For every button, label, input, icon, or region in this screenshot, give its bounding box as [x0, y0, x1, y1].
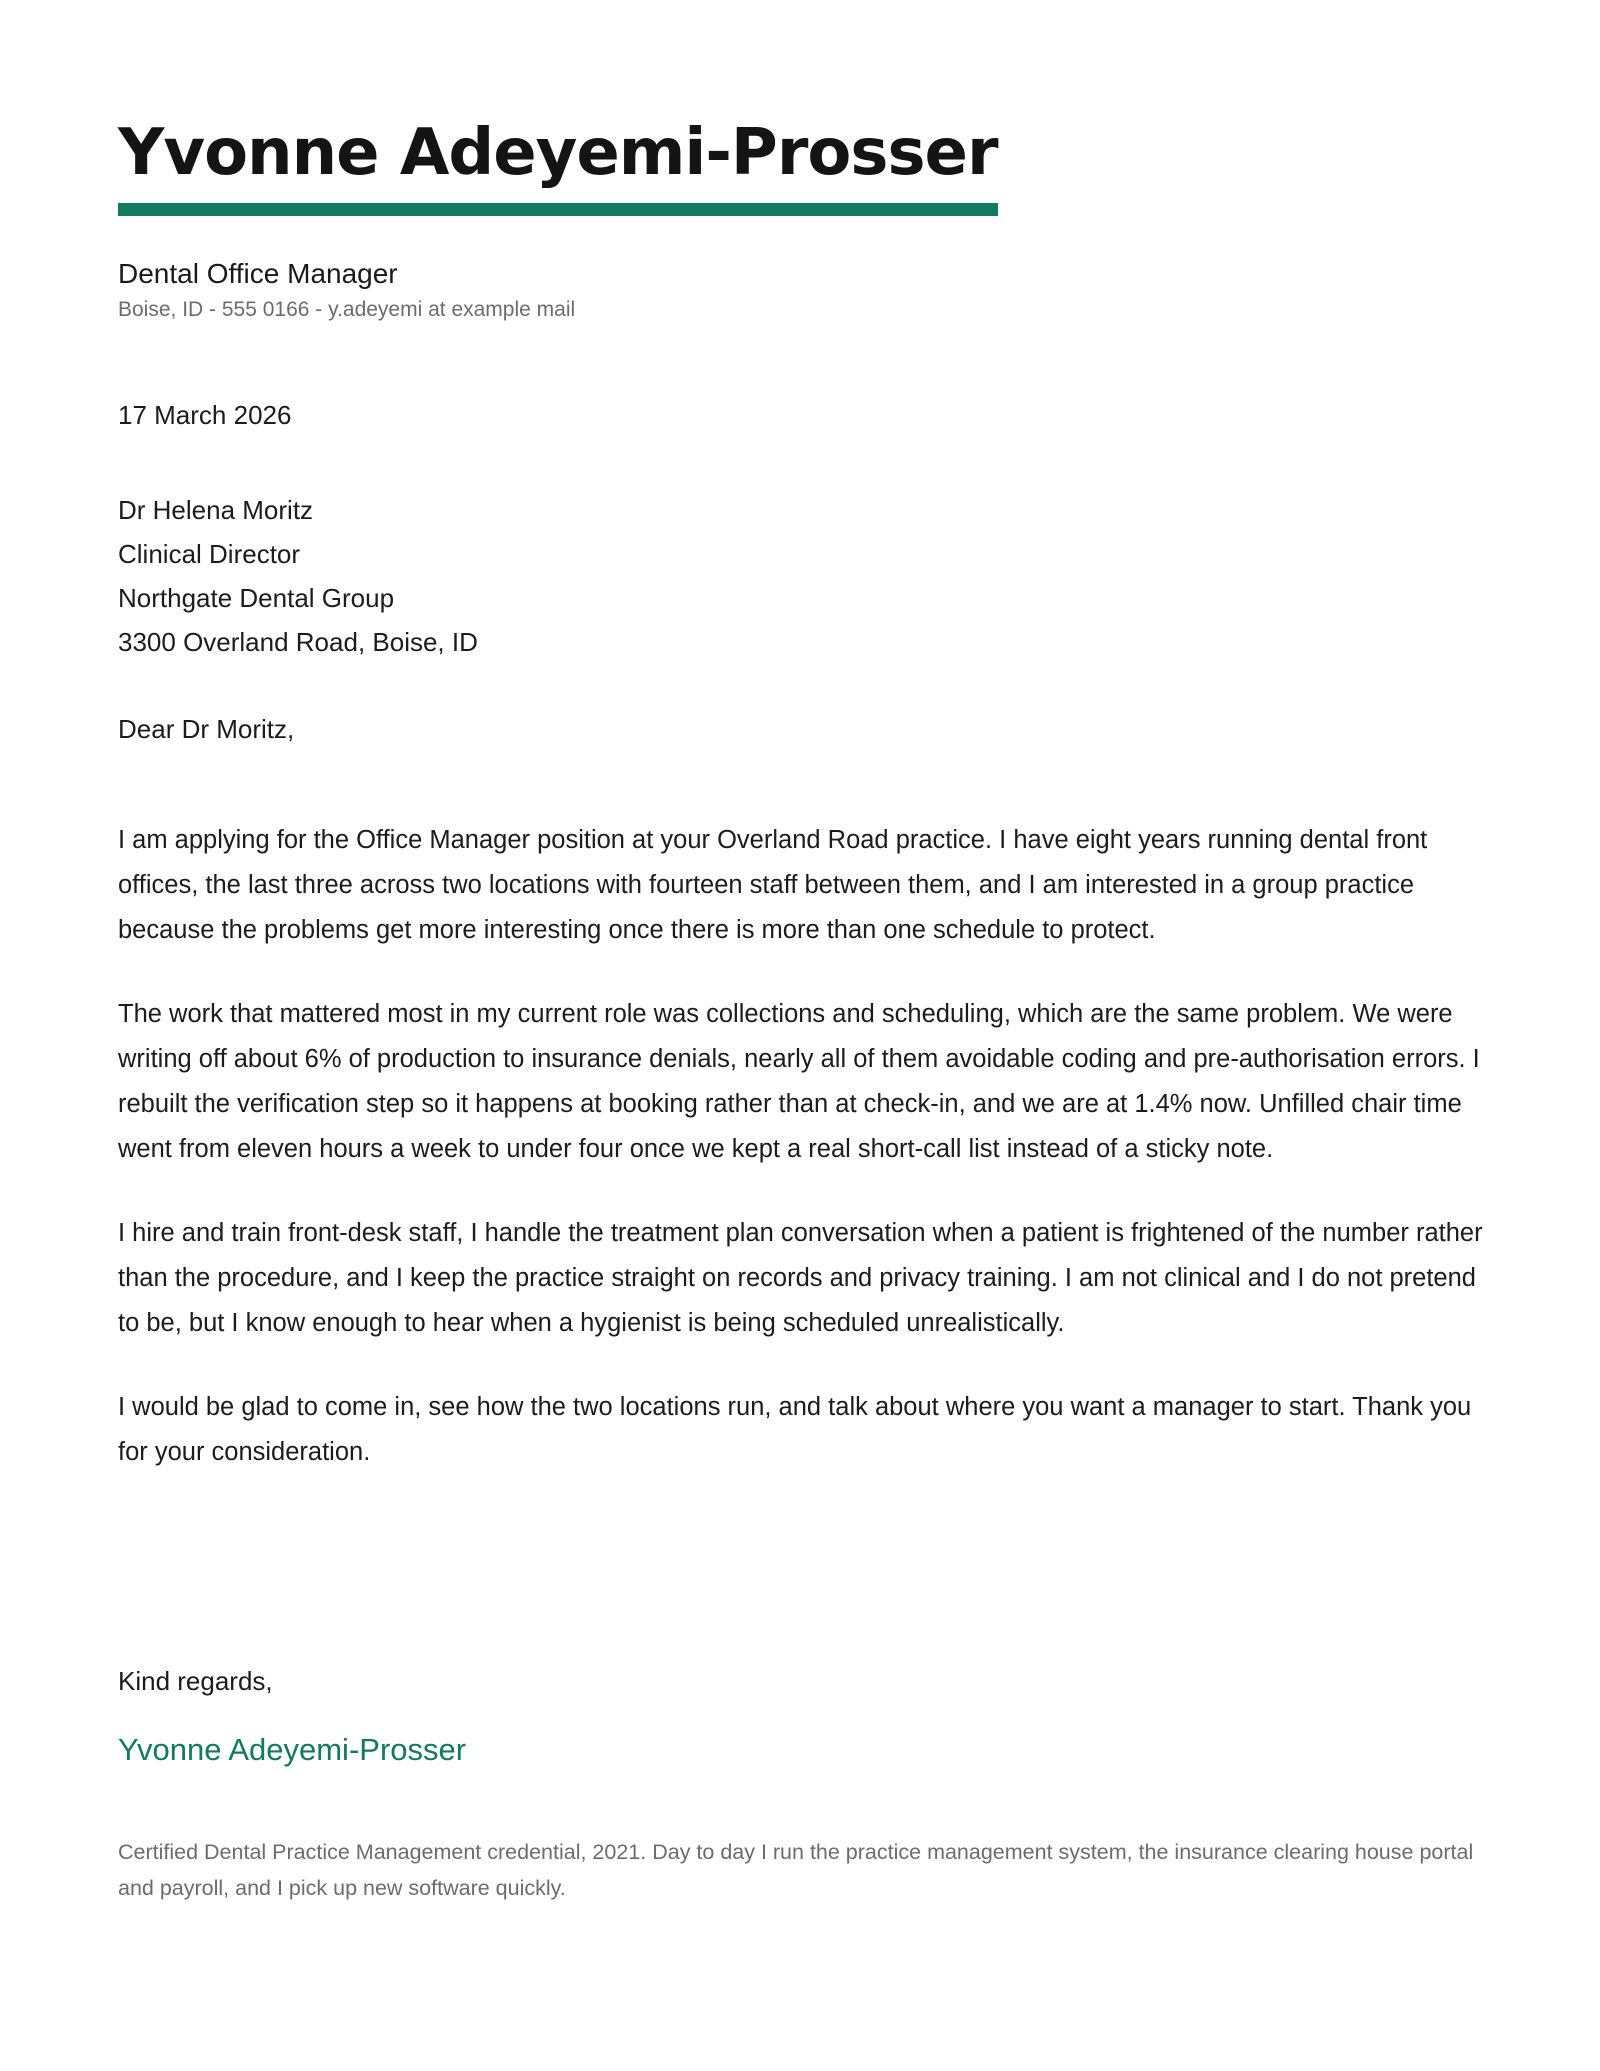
job-title: Dental Office Manager	[118, 258, 398, 289]
body-paragraph: The work that mattered most in my current role was collections and scheduling, which are the same problem. We were writing off about 6% of production to insurance denials, nearly all of them avoidable coding and pre-authorisation errors. I rebuilt the verification step so it happens at booking rather than at check-in, and we are at 1.4% now. Unfilled chair time went from eleven hours a week to under four once we kept a real short-call list instead of a sticky note.	[118, 1000, 1480, 1163]
salutation: Dear Dr Moritz,	[118, 714, 295, 744]
recipient-title: Clinical Director	[118, 539, 301, 569]
contact-line: Boise, ID - 555 0166 - y.adeyemi at example mail	[118, 298, 576, 321]
name-header	[118, 112, 998, 216]
letter-body	[118, 818, 1490, 1514]
closing: Kind regards,	[118, 1666, 273, 1696]
credential-note: Certified Dental Practice Management credential, 2021. Day to day I run the practice management system, the insurance clearing house portal and payroll, and I pick up new software quickly.	[118, 1840, 1474, 1900]
body-paragraph: I hire and train front-desk staff, I handle the treatment plan conversation when a patient is frightened of the number rather than the procedure, and I keep the practice straight on records and privacy training. I am not clinical and I do not pretend to be, but I know enough to hear when a hygienist is being scheduled unrealistically.	[118, 1219, 1483, 1337]
recipient-street: 3300 Overland Road, Boise, ID	[118, 627, 478, 657]
body-paragraph: I would be glad to come in, see how the two locations run, and talk about where you want a manager to start. Thank you for your consideration.	[118, 1393, 1472, 1466]
body-paragraph: I am applying for the Office Manager position at your Overland Road practice. I have eight years running dental front offices, the last three across two locations with fourteen staff between them, and I am interested in a group practice because the problems get more interesting once there is more than one schedule to protect.	[118, 826, 1428, 944]
recipient-organization: Northgate Dental Group	[118, 583, 395, 613]
recipient-address	[118, 488, 478, 664]
name-underline-rule	[118, 203, 998, 216]
signature-name: Yvonne Adeyemi-Prosser	[118, 1732, 467, 1767]
letter-date: 17 March 2026	[118, 400, 292, 430]
recipient-name: Dr Helena Moritz	[118, 495, 314, 525]
applicant-name: Yvonne Adeyemi-Prosser	[118, 116, 998, 190]
